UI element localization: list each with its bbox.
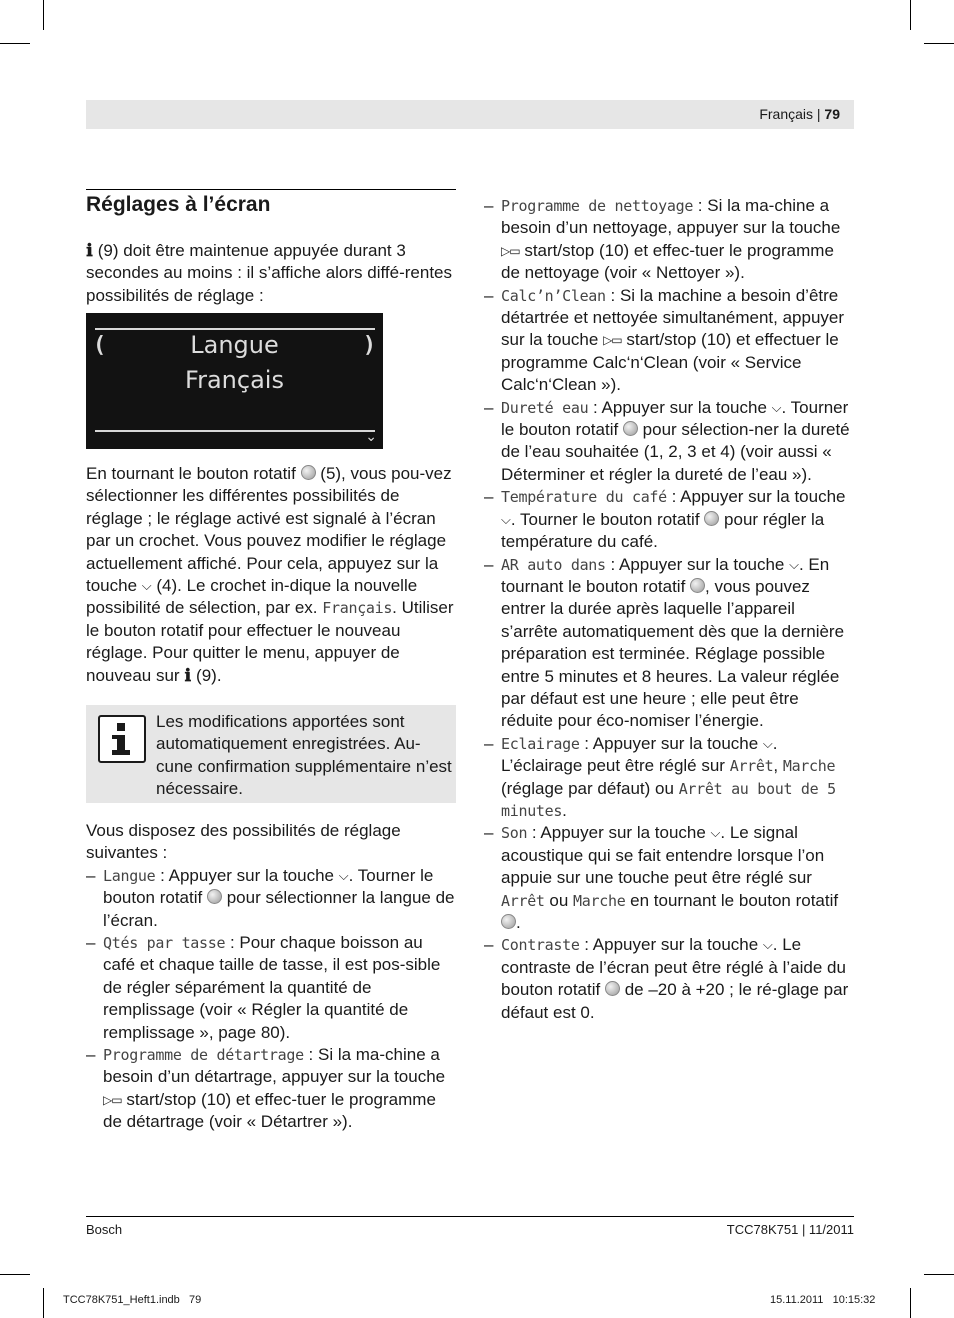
- option-key: Programme de détartrage: [103, 1046, 304, 1065]
- para-text: En tournant le bouton rotatif: [86, 464, 296, 483]
- option-text: pour sélection-ner la dureté de l’eau souhaitée (1, 2, 3 et 4) (voir aussi « Déterminer et régler la dureté de l’eau »).: [501, 420, 850, 484]
- option-text: : Appuyer sur la touche: [588, 397, 767, 417]
- chevron-down-icon: ⌵: [338, 867, 349, 883]
- start-stop-icon: ▷▭: [103, 1092, 122, 1107]
- crop-mark: [0, 43, 30, 44]
- option-key: Dureté eau: [501, 398, 589, 417]
- lcd-word: Français: [322, 599, 393, 618]
- footer-brand: Bosch: [86, 1222, 123, 1237]
- page-header: [86, 100, 854, 129]
- option-key: Calc’n’Clean: [501, 286, 606, 305]
- lcd-bracket-right: ): [362, 333, 376, 358]
- header-page-label: [759, 106, 840, 122]
- chevron-down-icon: ⌵: [501, 511, 511, 527]
- option-text: .: [516, 913, 521, 932]
- option-value: Marche: [573, 891, 626, 910]
- para-text: . Utiliser le bouton rotatif pour effectuer le nouveau réglage. Pour quitter le menu, appuyer de nouveau sur: [86, 598, 454, 685]
- rotary-knob-icon: [704, 511, 719, 526]
- option-text: : Pour chaque boisson au café et chaque taille de tasse, il est pos-sible de régler séparément la quantité de remplissage (voir « Régler la quantité de remplissage », page 80).: [103, 933, 441, 1042]
- intro-text: (9) doit être maintenue appuyée durant 3 secondes au moins : il s’affiche alors diffé-rentes possibilités de réglage :: [86, 241, 453, 305]
- lcd-line-2: Français: [185, 366, 284, 394]
- page-number: 79: [824, 106, 840, 122]
- option-text: : Appuyer sur la touche: [579, 733, 759, 753]
- option-text: : Appuyer sur la touche: [155, 865, 334, 885]
- option-langue: [86, 865, 456, 932]
- crop-mark: [43, 1288, 44, 1318]
- section-rule: [86, 189, 456, 190]
- info-icon: [98, 715, 146, 763]
- lcd-line-1: Langue: [190, 331, 279, 359]
- option-text: : Si la machine a besoin d’être détartrée et nettoyée simultanément, appuyer sur la touche: [501, 285, 845, 350]
- option-qtes-par-tasse: [86, 932, 456, 1044]
- rotary-knob-icon: [690, 578, 705, 593]
- chevron-down-icon: ⌵: [141, 578, 152, 594]
- option-programme-detartrage: [86, 1044, 456, 1134]
- options-list-left: [86, 820, 456, 1134]
- chevron-down-icon: ⌵: [771, 399, 782, 415]
- paragraph-knob: [86, 463, 456, 687]
- info-box: [86, 705, 456, 803]
- option-key: AR auto dans: [501, 555, 606, 574]
- option-text: ou: [549, 890, 569, 910]
- option-text: . Tourner le bouton rotatif: [103, 865, 434, 908]
- option-key: Programme de nettoyage: [501, 197, 694, 215]
- crop-mark: [910, 1288, 911, 1318]
- option-text: , vous pouvez entrer la durée après laquelle l’appareil s’arrête automatiquement dès que la dernière préparation est terminée. Réglage possible entre 5 minutes et 8 heures. La valeur réglée par défaut est une heure ; elle peut être réduite pour éco-nomiser l’énergie.: [501, 576, 845, 731]
- option-text: (réglage par défaut) ou: [501, 778, 674, 798]
- option-value: Arrêt: [729, 757, 774, 776]
- option-text: . En tournant le bouton rotatif: [501, 554, 830, 596]
- info-button-icon: ℹ: [86, 241, 93, 260]
- crop-mark: [924, 1274, 954, 1275]
- option-value: Arrêt: [501, 891, 545, 910]
- option-programme-nettoyage: [484, 195, 854, 285]
- para-text: (5), vous pou-vez sélectionner les différentes possibilités de réglage ; le réglage activé est signalé à l’écran par un crochet. Vous pouvez modifier le réglage actuellement affiché. Pour cela, appuyez sur la touche: [86, 464, 452, 596]
- info-text: Les modifications apportées sont automatiquement enregistrées. Au-cune confirmation supplémentaire n’est nécessaire.: [156, 712, 452, 799]
- rotary-knob-icon: [301, 465, 316, 480]
- option-text: : Appuyer sur la touche: [666, 487, 846, 507]
- option-contraste: [484, 934, 854, 1024]
- rotary-knob-icon: [623, 421, 638, 436]
- lcd-bracket-left: (: [93, 333, 107, 358]
- crop-mark: [910, 0, 911, 30]
- option-value: Marche: [782, 757, 836, 776]
- option-key: Son: [501, 824, 528, 843]
- option-durete-eau: [484, 397, 854, 487]
- option-value: Arrêt au bout de 5 minutes: [501, 779, 836, 820]
- lcd-display: [86, 313, 383, 449]
- footer-rule: [86, 1216, 854, 1217]
- option-key: Qtés par tasse: [103, 934, 226, 953]
- option-son: [484, 822, 854, 934]
- option-key: Contraste: [501, 936, 580, 955]
- option-text: pour régler la température du café.: [501, 509, 825, 552]
- option-text: . Le contraste de l’écran peut être réglé à l’aide du bouton rotatif: [501, 935, 846, 1000]
- option-key: Langue: [103, 866, 156, 885]
- intro-paragraph: [86, 240, 456, 307]
- print-slug-date: 15.11.2011 10:15:32: [770, 1294, 876, 1306]
- print-slug-file: TCC78K751_Heft1.indb 79: [63, 1294, 202, 1306]
- header-separator: |: [813, 106, 825, 122]
- section-title: Réglages à l’écran: [86, 193, 271, 216]
- crop-mark: [0, 1274, 30, 1275]
- para-text: (4). Le crochet in-dique la nouvelle possibilité de sélection, par ex.: [86, 576, 418, 618]
- rotary-knob-icon: [501, 914, 516, 929]
- lcd-bottom-rule: [95, 430, 375, 432]
- header-language: Français: [759, 106, 813, 122]
- option-text: ,: [773, 756, 779, 776]
- start-stop-icon: ▷▭: [603, 333, 622, 348]
- para-text: (9).: [196, 665, 222, 685]
- option-text: . Tourner le bouton rotatif: [510, 509, 700, 529]
- option-text: en tournant le bouton rotatif: [630, 890, 839, 910]
- option-key: Eclairage: [501, 734, 580, 753]
- option-text: : Si la ma-chine a besoin d’un nettoyage, appuyer sur la touche: [501, 196, 841, 238]
- lcd-top-rule: [95, 328, 375, 330]
- option-text: : Appuyer sur la touche: [579, 935, 759, 955]
- option-text: .: [562, 800, 567, 820]
- chevron-down-icon: ⌵: [762, 937, 773, 953]
- option-eclairage: [484, 733, 854, 823]
- option-text: de –20 à +20 ; le ré-glage par défaut est 0.: [501, 980, 849, 1022]
- option-temperature-cafe: [484, 486, 854, 553]
- option-text: start/stop (10) et effec-tuer le programme de détartrage (voir « Détartrer »).: [103, 1089, 436, 1132]
- crop-mark: [43, 0, 44, 30]
- option-calc-n-clean: [484, 285, 854, 397]
- option-text: . L’éclairage peut être réglé sur: [501, 733, 778, 776]
- chevron-down-icon: ⌄: [365, 428, 377, 444]
- info-button-icon: ℹ: [184, 665, 192, 685]
- chevron-down-icon: ⌵: [710, 825, 721, 841]
- option-text: : Appuyer sur la touche: [527, 823, 706, 843]
- option-text: : Appuyer sur la touche: [605, 554, 785, 574]
- option-ar-auto-dans: [484, 554, 854, 733]
- option-text: start/stop (10) et effectuer le programme Calc‘n‘Clean (voir « Service Calc‘n‘Clean »).: [501, 330, 839, 395]
- option-text: . Tourner le bouton rotatif: [501, 397, 849, 440]
- rotary-knob-icon: [605, 981, 620, 996]
- rotary-knob-icon: [207, 889, 222, 904]
- start-stop-icon: ▷▭: [501, 243, 520, 258]
- options-intro: Vous disposez des possibilités de réglage suivantes :: [86, 821, 401, 863]
- options-list-right: [484, 195, 854, 1024]
- chevron-down-icon: ⌵: [762, 735, 773, 751]
- footer-model: TCC78K751 | 11/2011: [726, 1222, 854, 1237]
- option-text: start/stop (10) et effec-tuer le programme de nettoyage (voir « Nettoyer »).: [501, 240, 834, 283]
- option-text: pour sélectionner la langue de l’écran.: [103, 888, 455, 930]
- chevron-down-icon: ⌵: [789, 556, 799, 572]
- option-key: Température du café: [501, 488, 667, 507]
- crop-mark: [924, 43, 954, 44]
- option-text: . Le signal acoustique qui se fait entendre lorsque l’on appuie sur une touche peut être réglé sur: [501, 823, 825, 888]
- option-text: : Si la ma-chine a besoin d’un détartrage, appuyer sur la touche: [103, 1045, 446, 1087]
